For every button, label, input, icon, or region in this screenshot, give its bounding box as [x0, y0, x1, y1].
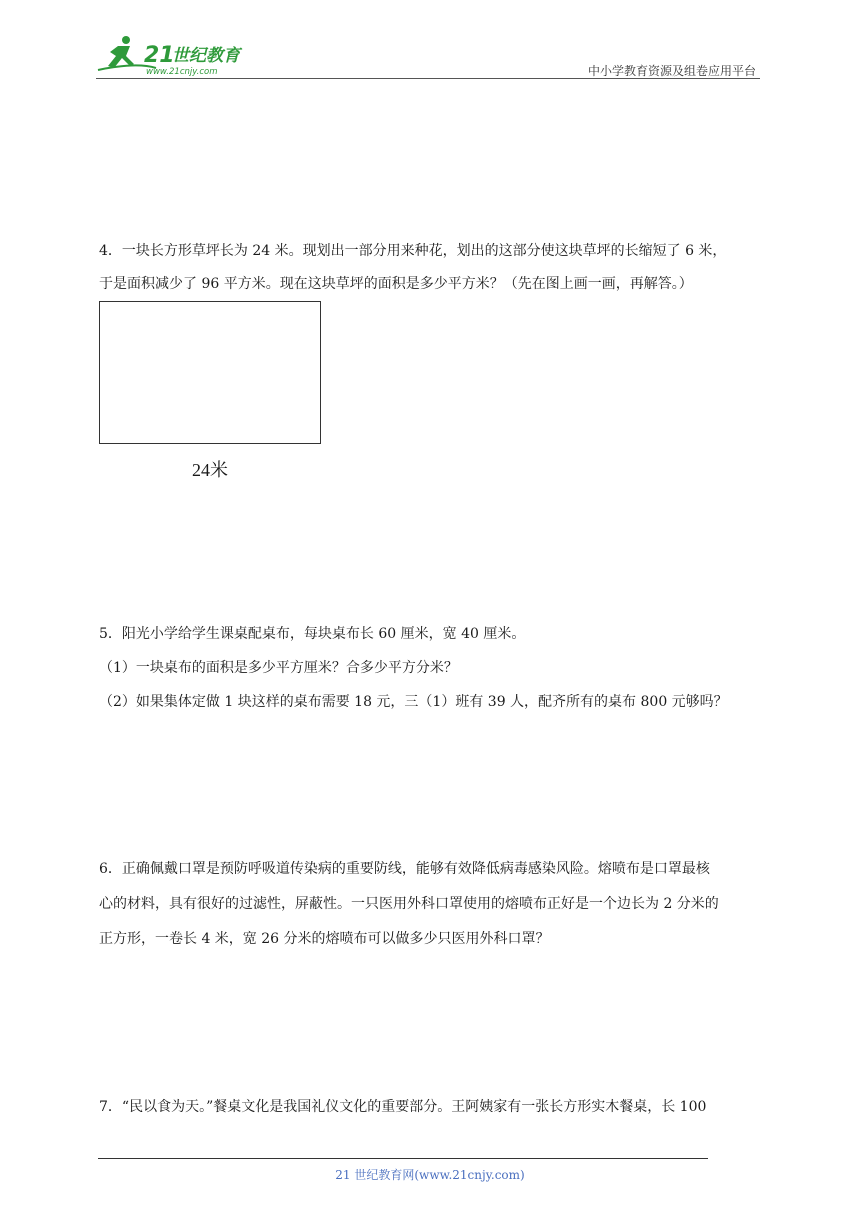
- figure-length-label: 24米: [192, 460, 228, 480]
- q6-line-1: 6．正确佩戴口罩是预防呼吸道传染病的重要防线，能够有效降低病毒感染风险。熔喷布是口罩最核: [99, 861, 710, 877]
- runner-logo-icon: [96, 34, 266, 78]
- svg-text:世纪教育: 世纪教育: [172, 46, 240, 66]
- lawn-rectangle-figure: [99, 301, 321, 444]
- footer-divider: [98, 1158, 708, 1159]
- header-divider: [96, 78, 760, 79]
- q4-line-1: 4．一块长方形草坪长为 24 米。现划出一部分用来种花，划出的这部分使这块草坪的长缩短了 6 米，: [99, 243, 727, 259]
- platform-name: 中小学教育资源及组卷应用平台: [587, 64, 756, 78]
- q4-line-2: 于是面积减少了 96 平方米。现在这块草坪的面积是多少平方米？（先在图上画一画，再解答。）: [99, 276, 693, 292]
- svg-text:21: 21: [144, 43, 175, 68]
- svg-text:www.21cnjy.com: www.21cnjy.com: [146, 67, 218, 77]
- q6-line-2: 心的材料，具有很好的过滤性，屏蔽性。一只医用外科口罩使用的熔喷布正好是一个边长为 2 分米的: [99, 896, 719, 912]
- q7-line-1: 7．“民以食为天。”餐桌文化是我国礼仪文化的重要部分。王阿姨家有一张长方形实木餐桌，长 100: [99, 1099, 707, 1115]
- q5-sub-question-2: （2）如果集体定做 1 块这样的桌布需要 18 元，三（1）班有 39 人，配齐所有的桌布 800 元够吗？: [99, 694, 728, 710]
- q5-line-1: 5．阳光小学给学生课桌配桌布，每块桌布长 60 厘米，宽 40 厘米。: [99, 626, 526, 642]
- footer-source-link[interactable]: 21 世纪教育网(www.21cnjy.com): [335, 1168, 525, 1182]
- site-logo: [96, 34, 266, 78]
- q5-sub-question-1: （1）一块桌布的面积是多少平方厘米？合多少平方分米？: [99, 660, 458, 676]
- q6-line-3: 正方形，一卷长 4 米，宽 26 分米的熔喷布可以做多少只医用外科口罩？: [99, 931, 550, 947]
